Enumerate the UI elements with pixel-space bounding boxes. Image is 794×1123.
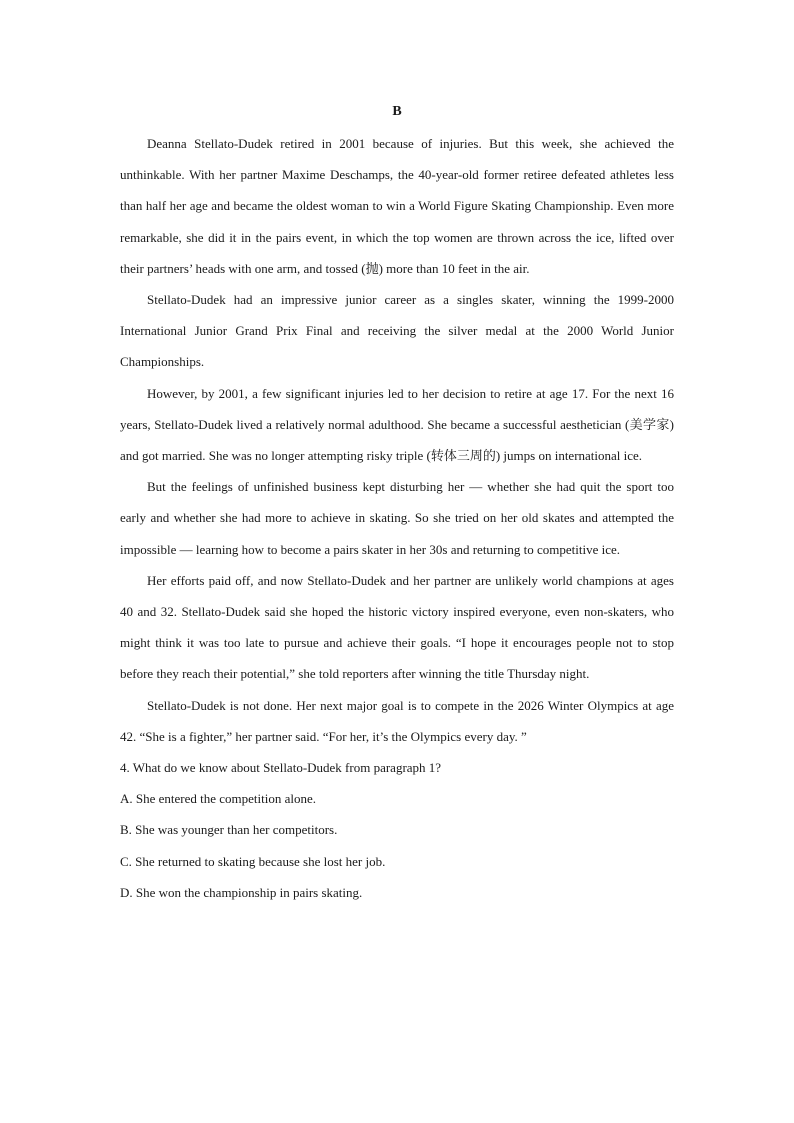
option-b: B. She was younger than her competitors.: [120, 822, 338, 838]
reading-passage: [120, 128, 674, 752]
section-heading: B: [392, 104, 402, 119]
option-c: C. She returned to skating because she lost her job.: [120, 853, 386, 869]
passage-paragraph-5: Her efforts paid off, and now Stellato-Dudek and her partner are unlikely world champions at ages 40 and 32. Stellato-Dudek said she hoped the historic victory inspired everyone, even non-skaters, who might think it was too late to pursue and achieve their goals. “I hope it encourages people not to stop before they reach their potential,” she told reporters after winning the title Thursday night.: [120, 572, 674, 682]
passage-paragraph-1: Deanna Stellato-Dudek retired in 2001 because of injuries. But this week, she achieved the unthinkable. With her partner Maxime Deschamps, the 40-year-old former retiree defeated athletes less than half her age and became the oldest woman to win a World Figure Skating Championship. Even more remarkable, she did it in the pairs event, in which the top women are thrown across the ice, lifted over their partners’ heads with one arm, and tossed (抛) more than 10 feet in the air.: [120, 136, 674, 276]
option-a: A. She entered the competition alone.: [120, 791, 317, 807]
option-d: D. She won the championship in pairs skating.: [120, 884, 363, 900]
passage-paragraph-6: Stellato-Dudek is not done. Her next major goal is to compete in the 2026 Winter Olympics at age 42. “She is a fighter,” her partner said. “For her, it’s the Olympics every day. ”: [120, 697, 674, 744]
document-page: [120, 100, 674, 908]
passage-paragraph-4: But the feelings of unfinished business kept disturbing her — whether she had quit the sport too early and whether she had more to achieve in skating. So she tried on her old skates and attempted the impossible — learning how to become a pairs skater in her 30s and returning to competitive ice.: [120, 479, 674, 557]
question-stem: 4. What do we know about Stellato-Dudek from paragraph 1?: [120, 760, 442, 776]
passage-paragraph-3: However, by 2001, a few significant injuries led to her decision to retire at age 17. For the next 16 years, Stellato-Dudek lived a relatively normal adulthood. She became a successful aesthetician (美学家) and got married. She was no longer attempting risky triple (转体三周的) jumps on international ice.: [120, 385, 674, 464]
passage-paragraph-2: Stellato-Dudek had an impressive junior career as a singles skater, winning the 1999-2000 International Junior Grand Prix Final and receiving the silver medal at the 2000 World Junior Championships.: [120, 292, 674, 370]
question-block: [120, 752, 674, 908]
